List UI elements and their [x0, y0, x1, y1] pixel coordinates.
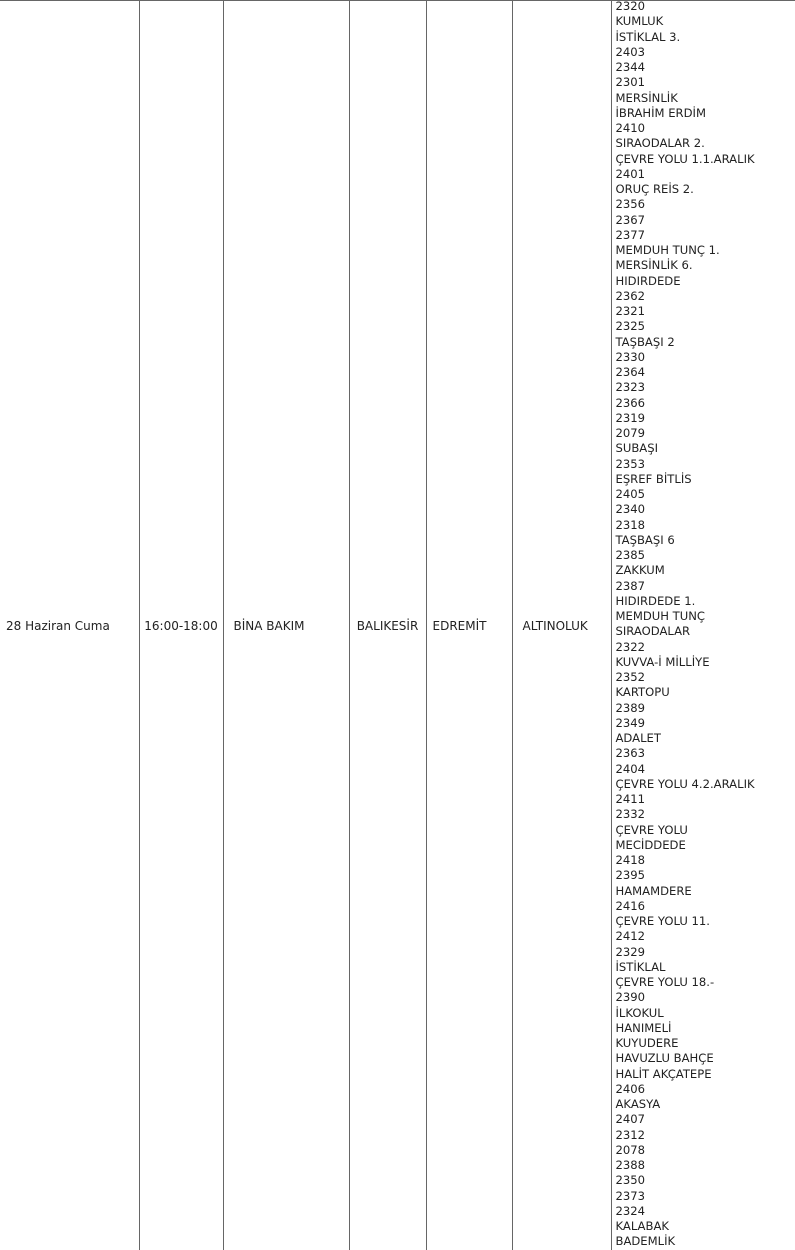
streets-cell — [611, 1, 795, 1250]
street-item: İBRAHİM ERDİM — [615, 105, 706, 120]
street-item: MECİDDEDE — [615, 837, 686, 852]
street-item: 2411 — [615, 792, 646, 806]
street-item: 2373 — [615, 1188, 646, 1203]
work-type-text: BİNA BAKIM — [233, 618, 305, 633]
street-item: MEMDUH TUNÇ — [615, 609, 705, 623]
street-item: SIRAODALAR — [615, 624, 691, 639]
street-item: HAVUZLU BAHÇE — [615, 1051, 714, 1066]
district-text: EDREMİT — [432, 618, 487, 633]
street-item: 2387 — [615, 578, 646, 593]
street-item: ORUÇ REİS 2. — [615, 182, 694, 196]
street-item: 2329 — [615, 944, 646, 959]
street-item: MEMDUH TUNÇ 1. — [615, 243, 720, 257]
street-item: KUMLUK — [615, 14, 664, 29]
street-item: 2407 — [615, 1112, 646, 1127]
street-item: ADALET — [615, 731, 661, 745]
street-item: 2332 — [615, 807, 646, 822]
street-item: ÇEVRE YOLU 18.- — [615, 975, 715, 989]
street-item: 2349 — [615, 715, 646, 730]
province-text: BALIKESİR — [356, 618, 419, 633]
street-item: 2353 — [615, 456, 646, 471]
street-item: 2363 — [615, 746, 646, 761]
street-item: 2385 — [615, 548, 646, 562]
street-item: 2395 — [615, 868, 646, 883]
street-item: HALİT AKÇATEPE — [615, 1066, 712, 1081]
date-text: 28 Haziran Cuma — [6, 618, 110, 633]
street-item: SIRAODALAR 2. — [615, 136, 705, 151]
street-item: HIDIRDEDE — [615, 273, 681, 288]
street-item: 2418 — [615, 853, 646, 867]
street-item: 2416 — [615, 898, 646, 913]
street-item: KARTOPU — [615, 685, 670, 700]
street-item: ÇEVRE YOLU 4.2.ARALIK — [615, 776, 755, 791]
street-item: 2344 — [615, 60, 646, 74]
street-item: KALABAK — [615, 1219, 669, 1233]
street-item: 2403 — [615, 44, 646, 59]
street-item: HANIMELİ — [615, 1020, 672, 1035]
street-item: 2352 — [615, 670, 646, 684]
street-list — [616, 1, 795, 1250]
district-cell — [426, 1, 512, 1250]
street-item: KUYUDERE — [615, 1036, 679, 1050]
street-item: ÇEVRE YOLU — [615, 822, 688, 837]
street-item: HIDIRDEDE 1. — [615, 593, 696, 608]
time-cell — [139, 1, 223, 1250]
street-item: MERSİNLİK — [615, 90, 678, 105]
street-item: 2321 — [615, 304, 646, 318]
street-item: 2410 — [615, 121, 646, 135]
street-item: HAMAMDERE — [615, 883, 692, 898]
street-item: KUVVA-İ MİLLİYE — [615, 654, 710, 669]
street-item: 2330 — [615, 349, 646, 364]
street-item: TAŞBAŞI 6 — [615, 532, 675, 547]
street-item: 2356 — [615, 197, 646, 212]
street-item: 2366 — [615, 395, 646, 410]
street-item: 2377 — [615, 227, 646, 242]
street-item: 2079 — [615, 426, 646, 440]
street-item: 2324 — [615, 1203, 646, 1218]
street-item: 2325 — [615, 319, 646, 334]
street-item: MERSİNLİK 6. — [615, 258, 693, 273]
street-item: 2312 — [615, 1127, 646, 1142]
street-item: 2412 — [615, 929, 646, 944]
street-item: TAŞBAŞI 2 — [615, 334, 675, 349]
street-item: 2405 — [615, 487, 646, 501]
neighborhood-cell — [512, 1, 611, 1250]
street-item: 2322 — [615, 639, 646, 654]
street-item: 2078 — [615, 1142, 646, 1157]
street-item: 2320 — [615, 0, 646, 13]
street-item: 2406 — [615, 1081, 646, 1096]
province-cell — [349, 1, 426, 1250]
street-item: 2362 — [615, 288, 646, 303]
street-item: 2390 — [615, 990, 646, 1005]
street-item: 2319 — [615, 410, 646, 425]
street-item: 2340 — [615, 502, 646, 517]
street-item: 2323 — [615, 380, 646, 395]
street-item: EŞREF BİTLİS — [615, 471, 692, 486]
street-item: 2389 — [615, 700, 646, 715]
street-item: 2301 — [615, 75, 646, 90]
street-item: 2350 — [615, 1173, 646, 1188]
street-item: ZAKKUM — [615, 563, 665, 578]
street-item: İSTİKLAL — [615, 959, 666, 974]
time-text: 16:00-18:00 — [144, 618, 218, 633]
street-item: ÇEVRE YOLU 11. — [615, 914, 710, 928]
street-item: İLKOKUL — [615, 1005, 664, 1020]
street-item: 2388 — [615, 1158, 646, 1172]
street-item: 2364 — [615, 365, 646, 379]
street-item: SUBAŞI — [615, 441, 659, 456]
street-item: 2367 — [615, 212, 646, 227]
street-item: BADEMLİK — [615, 1234, 676, 1249]
street-item: ÇEVRE YOLU 1.1.ARALIK — [615, 151, 755, 166]
street-item: 2404 — [615, 761, 646, 776]
table-row — [0, 1, 795, 1250]
street-item: 2401 — [615, 166, 646, 181]
street-item: 2318 — [615, 517, 646, 532]
street-item: AKASYA — [615, 1097, 661, 1111]
street-item: İSTİKLAL 3. — [615, 29, 681, 44]
work-type-cell — [223, 1, 349, 1250]
date-cell — [0, 1, 139, 1250]
neighborhood-text: ALTINOLUK — [522, 618, 588, 633]
